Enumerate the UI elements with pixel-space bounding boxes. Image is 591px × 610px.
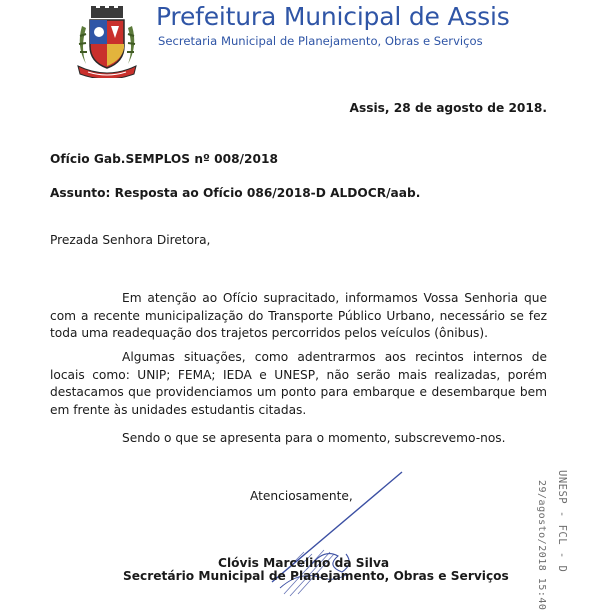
letter-date: Assis, 28 de agosto de 2018.: [349, 101, 547, 115]
received-stamp-line: UNESP - FCL - D: [556, 470, 568, 573]
org-subtitle: Secretaria Municipal de Planejamento, Obras e Serviços: [158, 34, 483, 48]
letter-reference: Ofício Gab.SEMPLOS nº 008/2018: [50, 152, 278, 166]
body-paragraph: Em atenção ao Ofício supracitado, informamos Vossa Senhoria que com a recente municipalização do Transporte Público Urbano, necessário se fez toda uma readequação dos trajetos percorridos pelos veículos (ônibus).: [50, 291, 547, 340]
body-paragraph: Algumas situações, como adentrarmos aos recintos internos de locais como: UNIP; FEMA; IEDA e UNESP, não serão mais realizadas, porém destacamos que providenciamos um ponto para embarque e desembarque bem em frente às unidades estudantis citadas.: [50, 350, 547, 417]
body-paragraph: Sendo o que se apresenta para o momento, subscrevemo-nos.: [122, 431, 506, 445]
letter-greeting: Prezada Senhora Diretora,: [50, 233, 211, 247]
signer-title: Secretário Municipal de Planejamento, Obras e Serviços: [123, 569, 509, 583]
letter-subject: Assunto: Resposta ao Ofício 086/2018-D ALDOCR/aab.: [50, 186, 421, 200]
signer-name: Clóvis Marcelino da Silva: [218, 556, 390, 570]
org-name: Prefeitura Municipal de Assis: [156, 2, 510, 31]
municipal-coat-of-arms-icon: [74, 6, 140, 78]
received-stamp-line: 29/agosto/2018 15:40: [536, 480, 547, 610]
letter-closing: Atenciosamente,: [250, 489, 353, 503]
